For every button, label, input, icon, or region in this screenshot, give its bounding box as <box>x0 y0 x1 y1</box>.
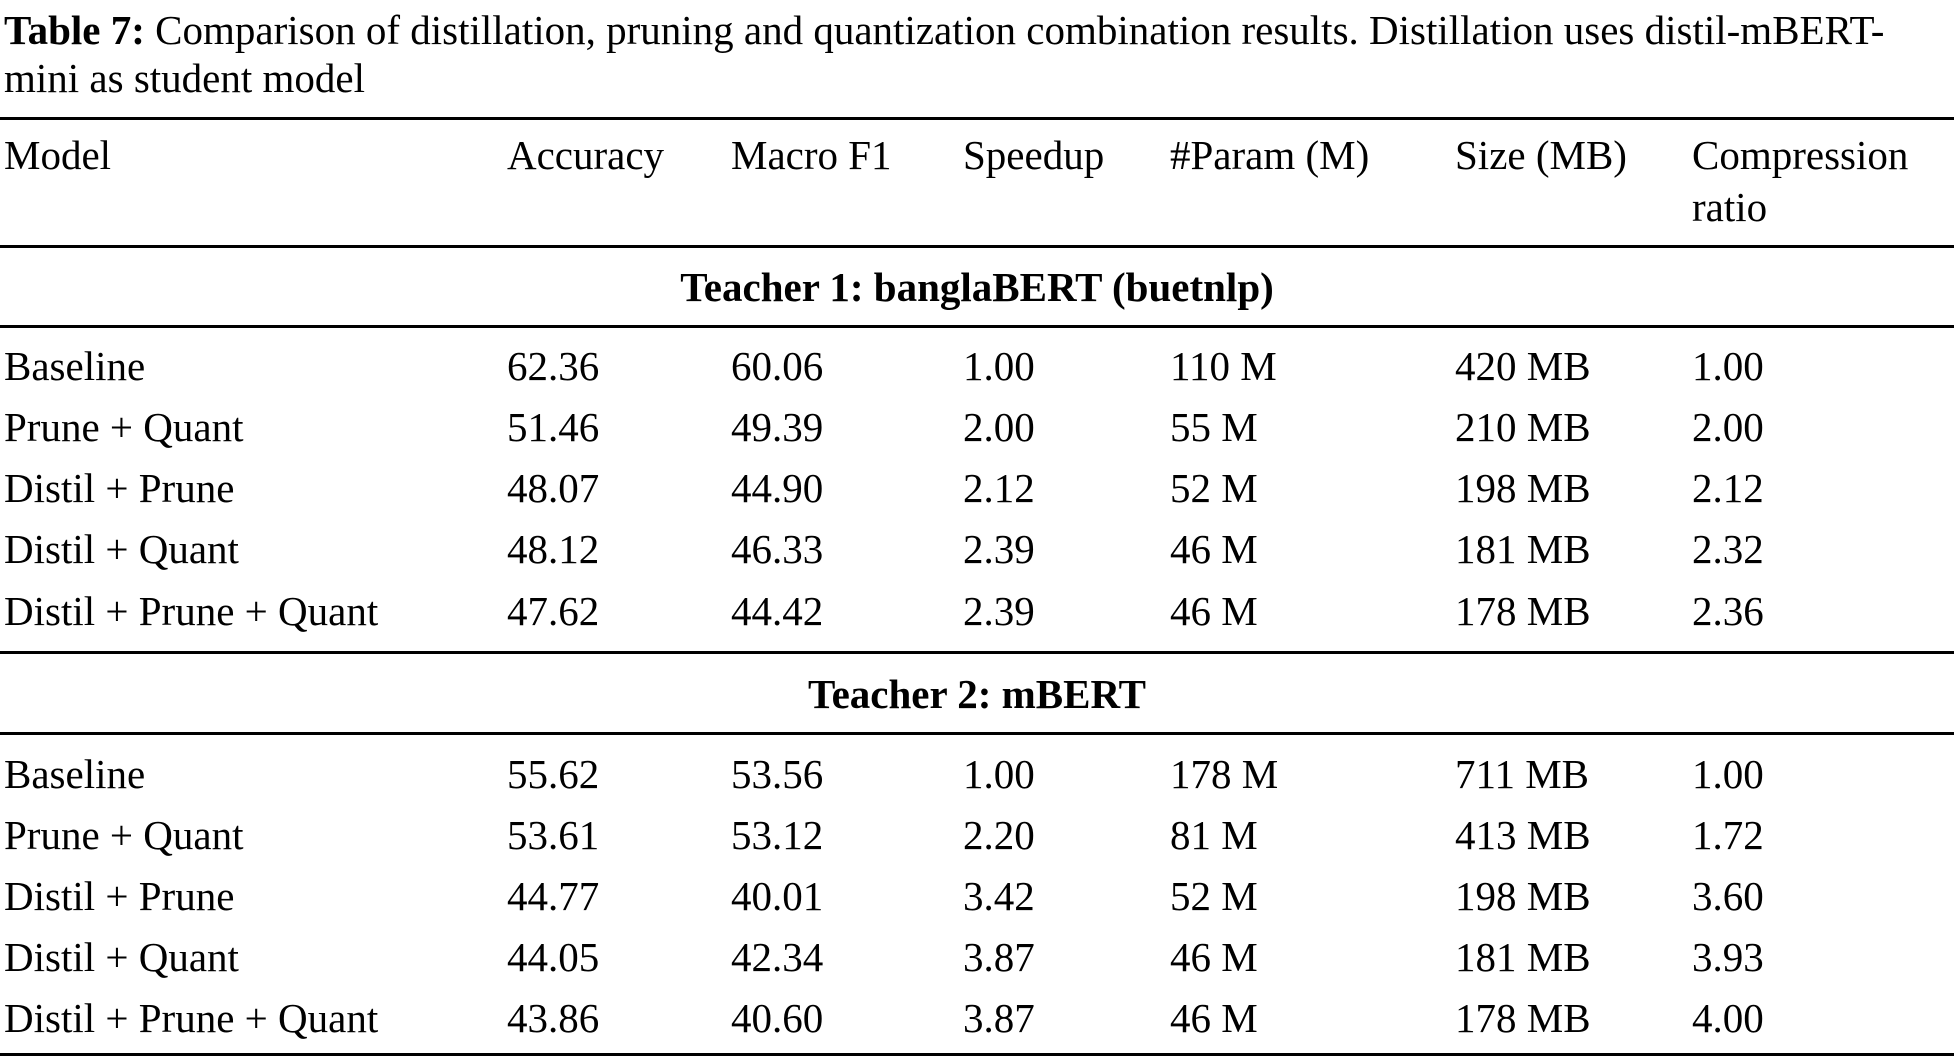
macro-f1-cell: 40.01 <box>731 873 824 919</box>
header-row-continued <box>0 182 1954 232</box>
speedup-cell: 2.39 <box>963 526 1035 572</box>
model-cell: Baseline <box>4 343 146 389</box>
table-row <box>0 932 1954 982</box>
params-cell: 52 M <box>1170 873 1258 919</box>
header-model: Model <box>4 132 112 178</box>
caption-label: Table 7: <box>4 7 145 53</box>
model-cell: Distil + Prune <box>4 465 235 511</box>
table-row <box>0 524 1954 574</box>
macro-f1-cell: 42.34 <box>731 934 824 980</box>
accuracy-cell: 43.86 <box>507 995 600 1041</box>
params-cell: 46 M <box>1170 526 1258 572</box>
speedup-cell: 2.00 <box>963 404 1035 450</box>
size-cell: 711 MB <box>1455 751 1590 797</box>
section-divider-rule <box>0 651 1954 654</box>
speedup-cell: 1.00 <box>963 343 1035 389</box>
accuracy-cell: 44.77 <box>507 873 600 919</box>
bottom-rule <box>0 1053 1954 1056</box>
top-rule <box>0 117 1954 120</box>
header-macro-f1: Macro F1 <box>731 132 892 178</box>
size-cell: 181 MB <box>1455 934 1591 980</box>
caption-text: Comparison of distillation, pruning and quantization combination results. Distillation uses distil-mBERT-mini as student model <box>4 7 1885 101</box>
params-cell: 46 M <box>1170 934 1258 980</box>
model-cell: Distil + Prune <box>4 873 235 919</box>
table-caption <box>4 6 1950 102</box>
model-cell: Prune + Quant <box>4 404 244 450</box>
params-cell: 178 M <box>1170 751 1279 797</box>
params-cell: 55 M <box>1170 404 1258 450</box>
table-row <box>0 749 1954 799</box>
speedup-cell: 3.87 <box>963 995 1035 1041</box>
size-cell: 178 MB <box>1455 995 1591 1041</box>
model-cell: Distil + Quant <box>4 526 239 572</box>
header-compression-line2: ratio <box>1692 184 1768 230</box>
macro-f1-cell: 44.90 <box>731 465 824 511</box>
size-cell: 198 MB <box>1455 873 1591 919</box>
macro-f1-cell: 53.56 <box>731 751 824 797</box>
size-cell: 181 MB <box>1455 526 1591 572</box>
model-cell: Prune + Quant <box>4 812 244 858</box>
table-row <box>0 586 1954 636</box>
size-cell: 413 MB <box>1455 812 1591 858</box>
table-row <box>0 341 1954 391</box>
table-row <box>0 463 1954 513</box>
compression-cell: 2.36 <box>1692 588 1764 634</box>
section-title-teacher-2: Teacher 2: mBERT <box>808 671 1146 717</box>
size-cell: 178 MB <box>1455 588 1591 634</box>
header-speedup: Speedup <box>963 132 1105 178</box>
section-title-teacher-1: Teacher 1: banglaBERT (buetnlp) <box>680 264 1274 310</box>
compression-cell: 2.00 <box>1692 404 1764 450</box>
speedup-cell: 2.39 <box>963 588 1035 634</box>
macro-f1-cell: 53.12 <box>731 812 824 858</box>
compression-cell: 3.93 <box>1692 934 1764 980</box>
compression-cell: 1.00 <box>1692 751 1764 797</box>
accuracy-cell: 47.62 <box>507 588 600 634</box>
compression-cell: 4.00 <box>1692 995 1764 1041</box>
table-row <box>0 871 1954 921</box>
header-accuracy: Accuracy <box>507 132 665 178</box>
accuracy-cell: 48.07 <box>507 465 600 511</box>
macro-f1-cell: 49.39 <box>731 404 824 450</box>
params-cell: 110 M <box>1170 343 1277 389</box>
header-compression-line1: Compression <box>1692 132 1909 178</box>
model-cell: Distil + Prune + Quant <box>4 995 379 1041</box>
params-cell: 46 M <box>1170 588 1258 634</box>
compression-cell: 2.12 <box>1692 465 1764 511</box>
size-cell: 210 MB <box>1455 404 1591 450</box>
compression-cell: 2.32 <box>1692 526 1764 572</box>
header-size: Size (MB) <box>1455 132 1627 178</box>
accuracy-cell: 48.12 <box>507 526 600 572</box>
table-row <box>0 993 1954 1043</box>
model-cell: Distil + Prune + Quant <box>4 588 379 634</box>
header-params: #Param (M) <box>1170 132 1370 178</box>
header-rule <box>0 245 1954 248</box>
accuracy-cell: 44.05 <box>507 934 600 980</box>
compression-cell: 3.60 <box>1692 873 1764 919</box>
size-cell: 198 MB <box>1455 465 1591 511</box>
speedup-cell: 3.42 <box>963 873 1035 919</box>
speedup-cell: 2.12 <box>963 465 1035 511</box>
params-cell: 52 M <box>1170 465 1258 511</box>
speedup-cell: 3.87 <box>963 934 1035 980</box>
macro-f1-cell: 46.33 <box>731 526 824 572</box>
header-row <box>0 130 1954 180</box>
accuracy-cell: 51.46 <box>507 404 600 450</box>
table-row <box>0 810 1954 860</box>
speedup-cell: 1.00 <box>963 751 1035 797</box>
macro-f1-cell: 60.06 <box>731 343 824 389</box>
section-1-rule <box>0 325 1954 328</box>
params-cell: 46 M <box>1170 995 1258 1041</box>
model-cell: Baseline <box>4 751 146 797</box>
macro-f1-cell: 40.60 <box>731 995 824 1041</box>
accuracy-cell: 55.62 <box>507 751 600 797</box>
section-2-rule <box>0 732 1954 735</box>
table-row <box>0 402 1954 452</box>
model-cell: Distil + Quant <box>4 934 239 980</box>
size-cell: 420 MB <box>1455 343 1591 389</box>
compression-cell: 1.00 <box>1692 343 1764 389</box>
compression-cell: 1.72 <box>1692 812 1764 858</box>
macro-f1-cell: 44.42 <box>731 588 824 634</box>
accuracy-cell: 53.61 <box>507 812 600 858</box>
speedup-cell: 2.20 <box>963 812 1035 858</box>
params-cell: 81 M <box>1170 812 1258 858</box>
accuracy-cell: 62.36 <box>507 343 600 389</box>
